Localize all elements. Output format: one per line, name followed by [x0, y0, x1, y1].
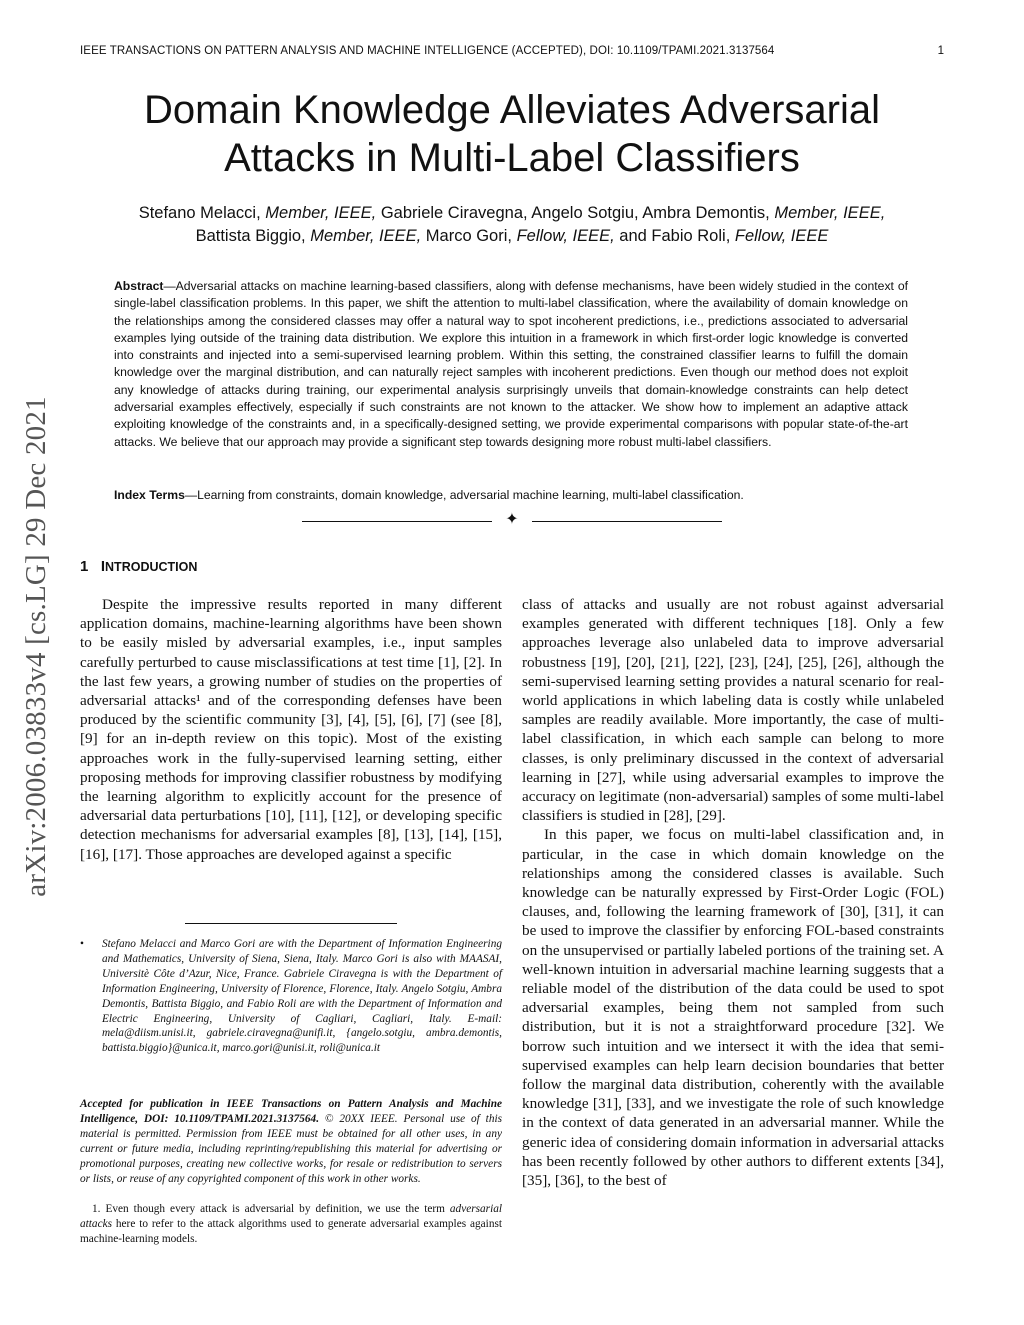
abstract	[114, 278, 908, 451]
arxiv-stamp	[12, 349, 60, 943]
title-line-2: Attacks in Multi-Label Classifiers	[224, 136, 800, 180]
title-line-1: Domain Knowledge Alleviates Adversarial	[144, 88, 880, 132]
bullet-icon: •	[80, 938, 84, 950]
running-head: IEEE TRANSACTIONS ON PATTERN ANALYSIS AND MACHINE INTELLIGENCE (ACCEPTED), DOI: 10.1109/TPAMI.2021.3137564	[80, 45, 775, 57]
abstract-text: —Adversarial attacks on machine learning-based classifiers, along with defense mechanisms, have been widely studied in the context of single-label classification problems. In this paper, we shift the attention to multi-label classification, where the availability of domain knowledge on the relationships among the considered classes may offer a natural way to spot incoherent predictions, i.e., predictions associated to adversarial examples lying outside of the training data distribution. We explore this intuition in a framework in which first-order logic knowledge is converted into constraints and injected into a semi-supervised learning problem. Within this setting, the constrained classifier learns to fulfill the domain knowledge over the marginal distribution, and can naturally reject samples with incoherent predictions. Even though our method does not exploit any knowledge of attacks during training, our experimental analysis surprisingly unveils that domain-knowledge constraints can help detect adversarial examples effectively, especially if such constraints are not known to the attacker. We show how to implement an adaptive attack exploiting knowledge of the constraints and, in a specifically-designed setting, we provide experimental comparisons with popular state-of-the-art attacks. We believe that our approach may provide a significant step towards designing more robust multi-label classifiers.	[114, 279, 908, 449]
footnote-italic: adversarial attacks	[80, 1203, 502, 1230]
author-name: Stefano Melacci,	[138, 204, 261, 222]
section-heading	[80, 558, 197, 575]
author-name: and Fabio Roli,	[619, 227, 731, 245]
author-line-1	[80, 202, 944, 225]
footnote-rule	[185, 923, 397, 924]
index-terms-label: Index Terms	[114, 488, 185, 502]
arxiv-stamp-text: arXiv:2006.03833v4 [cs.LG] 29 Dec 2021	[19, 395, 52, 897]
separator-line-left	[302, 521, 492, 522]
copyright-notice	[80, 1097, 502, 1186]
section-title-rest: NTRODUCTION	[105, 560, 198, 574]
author-role: Member, IEEE,	[265, 204, 377, 222]
author-name: Battista Biggio,	[195, 227, 306, 245]
author-line-2	[80, 225, 944, 248]
author-list	[80, 202, 944, 248]
author-role: Member, IEEE,	[774, 204, 886, 222]
abstract-label: Abstract	[114, 279, 164, 293]
author-name: Marco Gori,	[425, 227, 512, 245]
notice-bold: Accepted for publication in IEEE Transactions on Pattern Analysis and Machine Intelligence, DOI: 10.1109/TPAMI.2021.3137564.	[80, 1098, 502, 1125]
intro-paragraph-1: Despite the impressive results reported in many different application domains, machine-learning algorithms have been shown to be easily misled by adversarial examples, i.e., input samples carefully perturbed to cause misclassifications at test time [1], [2]. In the last few years, a growing number of studies on the properties of adversarial attacks¹ and of the corresponding defenses have been produced by the scientific community [3], [4], [5], [6], [7] (see [8], [9] for an in-depth review on this topic). Most of the existing approaches work in the fully-supervised learning setting, either proposing methods for improving classifier robustness by modifying the learning algorithm to explicitly account for the presence of adversarial data perturbations [10], [11], [12], or developing specific detection mechanisms for adversarial examples [8], [13], [14], [15], [16], [17]. Those approaches are developed against a specific	[80, 596, 502, 863]
footnote-text-b: here to refer to the attack algorithms used to generate adversarial examples against machine-learning models.	[80, 1218, 502, 1245]
section-title-initial: I	[100, 558, 106, 575]
author-role: Fellow, IEEE	[734, 227, 829, 245]
paper-title	[80, 86, 944, 182]
intro-paragraph-1-continued: class of attacks and usually are not robust against adversarial examples generated with different techniques [18]. Only a few approaches leverage also unlabeled data to improve adversarial robustness [19], [20], [21], [22], [23], [24], [25], [26], although the semi-supervised learning setting provides a natural scenario for real-world applications in which labeling data is costly while unlabeled samples are readily available. More importantly, the case of multi-label classification, in which each sample can belong to more classes, is only preliminary discussed in the context of adversarial learning in [27], while using adversarial examples to improve the accuracy on legitimate (non-adversarial) samples of some multi-label classifiers is studied in [28], [29].	[522, 596, 944, 825]
author-role: Fellow, IEEE,	[516, 227, 615, 245]
footnote-number: 1.	[92, 1203, 101, 1215]
intro-paragraph-2: In this paper, we focus on multi-label classification and, in particular, in the case in which domain knowledge on the relationships among the considered classes is available. Such knowledge can be naturally expressed by First-Order Logic (FOL) clauses, and, following the learning framework of [30], [31], it can be used to improve the classifier by enforcing FOL-based constraints on the unsupervised or partially labeled portions of the training set. A well-known intuition in adversarial machine learning suggests that a reliable model of the distribution of the data could be used to spot adversarial examples, being them not sampled from such distribution, but it is not a straightforward procedure [32]. We borrow such intuition and we intersect it with the idea that semi-supervised examples can help learn decision boundaries that better follow the marginal data distribution, coherently with the available knowledge [31], [33], and we investigate the role of such knowledge in the context of data generated in an adversarial manner. While the generic idea of considering domain information in adversarial attacks has been recently followed by other authors to different extents [34], [35], [36], to the best of	[522, 826, 944, 1190]
author-name: Gabriele Ciravegna, Angelo Sotgiu, Ambra Demontis,	[380, 204, 770, 222]
footnote-text-a: Even though every attack is adversarial by definition, we use the term	[100, 1203, 450, 1215]
left-column	[80, 595, 502, 864]
affiliation-text: Stefano Melacci and Marco Gori are with the Department of Information Engineering and Mathematics, University of Siena, Siena, Italy. Marco Gori is also with MAASAI, Universitè Côte d’Azur, Nice, France. Gabriele Ciravegna is with the Department of Information Engineering, University of Florence, Florence, Italy. Angelo Sotgiu, Ambra Demontis, Battista Biggio, and Fabio Roli are with the Department of Information and Electric Engineering, University of Cagliari, Cagliari, Italy. E-mail: mela@diism.unisi.it, gabriele.ciravegna@unifi.it, {angelo.sotgiu, ambra.demontis, battista.biggio}@unica.it, marco.gori@unisi.it, roli@unica.it	[102, 938, 502, 1055]
separator-line-right	[532, 521, 722, 522]
index-terms-text: —Learning from constraints, domain knowledge, adversarial machine learning, multi-label classification.	[184, 488, 744, 502]
footnote-1	[80, 1202, 502, 1247]
affiliation-footnote	[80, 937, 502, 1056]
index-terms	[114, 487, 908, 504]
separator-star-icon: ✦	[505, 511, 519, 528]
author-role: Member, IEEE,	[310, 227, 422, 245]
page-number: 1	[937, 45, 944, 57]
notice-text: © 20XX IEEE. Personal use of this material is permitted. Permission from IEEE must be obtained for all other uses, in any current or future media, including reprinting/republishing this material for advertising or promotional purposes, creating new collective works, for resale or redistribution to servers or lists, or reuse of any copyrighted component of this work in other works.	[80, 1112, 502, 1185]
right-column	[522, 595, 944, 1190]
section-number: 1	[80, 558, 89, 575]
